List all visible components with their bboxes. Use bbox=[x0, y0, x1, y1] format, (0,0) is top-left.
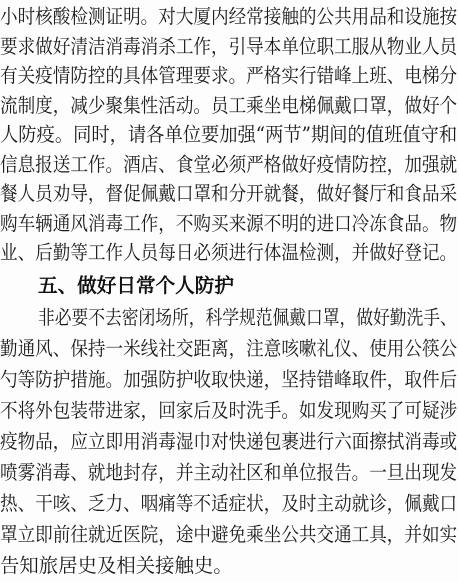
paragraph-line: 罩立即前往就近医院，途中避免乘坐公共交通工具，并如实 bbox=[0, 523, 458, 546]
section-heading: 五、做好日常个人防护 bbox=[38, 274, 234, 297]
paragraph-line: 流制度，减少聚集性活动。员工乘坐电梯佩戴口罩，做好个 bbox=[0, 93, 458, 117]
paragraph-line: 喷雾消毒、就地封存，并主动社区和单位报告。一旦出现发 bbox=[0, 461, 458, 484]
paragraph-line: 人防疫。同时，请各单位要加强“两节”期间的值班值守和 bbox=[0, 123, 458, 146]
paragraph-line: 疫物品，应立即用消毒湿巾对快递包裹进行六面擦拭消毒或 bbox=[0, 430, 458, 453]
paragraph-line: 勺等防护措施。加强防护收取快递，坚持错峰取件，取件后 bbox=[0, 368, 458, 391]
paragraph-line: 勤通风、保持一米线社交距离，注意咳嗽礼仪、使用公筷公 bbox=[0, 337, 458, 360]
paragraph-line: 非必要不去密闭场所，科学规范佩戴口罩，做好勤洗手、 bbox=[38, 306, 457, 329]
paragraph-line: 餐人员劝导，督促佩戴口罩和分开就餐，做好餐厅和食品采 bbox=[0, 182, 458, 205]
paragraph-line: 购车辆通风消毒工作，不购买来源不明的进口冷冻食品。物 bbox=[0, 211, 458, 235]
paragraph-line: 告知旅居史及相关接触史。 bbox=[0, 554, 233, 577]
paragraph-line: 不将外包装带进家，回家后及时洗手。如发现购买了可疑涉 bbox=[0, 399, 458, 422]
paragraph-line: 小时核酸检测证明。对大厦内经常接触的公共用品和设施按 bbox=[0, 5, 458, 28]
paragraph-line: 热、干咳、乏力、咽痛等不适症状，及时主动就诊，佩戴口 bbox=[0, 492, 458, 515]
paragraph-line: 信息报送工作。酒店、食堂必须严格做好疫情防控，加强就 bbox=[0, 152, 458, 176]
paragraph-line: 业、后勤等工作人员每日必须进行体温检测，并做好登记。 bbox=[0, 241, 458, 264]
paragraph-line: 要求做好清洁消毒消杀工作，引导本单位职工服从物业人员 bbox=[0, 34, 458, 58]
paragraph-line: 有关疫情防控的具体管理要求。严格实行错峰上班、电梯分 bbox=[0, 64, 458, 87]
